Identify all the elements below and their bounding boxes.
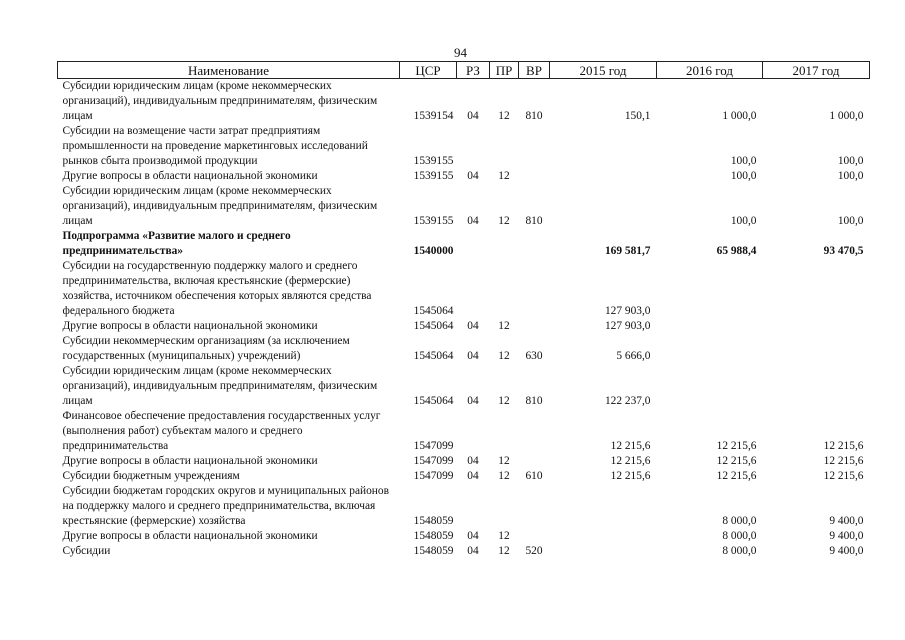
cell-pr bbox=[490, 484, 519, 529]
cell-2017: 12 215,6 bbox=[823, 470, 864, 482]
cell-vr: 810 bbox=[525, 395, 543, 407]
cell-2015: 127 903,0 bbox=[604, 305, 651, 317]
cell-csr: 1548059 bbox=[413, 515, 454, 527]
cell-vr bbox=[519, 454, 550, 469]
cell-2015: 12 215,6 bbox=[610, 470, 651, 482]
page-number: 94 bbox=[454, 45, 467, 60]
table-row bbox=[58, 484, 870, 529]
cell-name: Финансовое обеспечение предоставления государственных услуг (выполнения работ) субъектам малого и среднего предпринимательства bbox=[62, 410, 381, 452]
table-row bbox=[58, 469, 870, 484]
cell-2016: 100,0 bbox=[730, 155, 757, 167]
header-name: Наименование bbox=[58, 62, 400, 79]
cell-2017: 12 215,6 bbox=[823, 455, 864, 467]
cell-2017 bbox=[763, 364, 870, 409]
cell-vr: 810 bbox=[525, 110, 543, 122]
cell-2016: 1 000,0 bbox=[722, 110, 757, 122]
table-row bbox=[58, 184, 870, 229]
table-row bbox=[58, 79, 870, 125]
cell-rz: 04 bbox=[467, 110, 479, 122]
header-2016: 2016 год bbox=[657, 62, 763, 79]
cell-2015 bbox=[550, 529, 657, 544]
cell-name: Субсидии бюджетам городских округов и муниципальных районов на поддержку малого и среднего предпринимательства, включая крестьянские (фермерские) хозяйства bbox=[62, 485, 389, 527]
cell-rz bbox=[457, 259, 490, 319]
header-pr: ПР bbox=[490, 62, 519, 79]
table-row bbox=[58, 454, 870, 469]
cell-rz: 04 bbox=[467, 545, 479, 557]
table-row bbox=[58, 544, 870, 559]
cell-2015: 12 215,6 bbox=[610, 440, 651, 452]
cell-pr: 12 bbox=[498, 215, 510, 227]
cell-vr bbox=[519, 169, 550, 184]
table-row bbox=[58, 124, 870, 169]
cell-vr: 610 bbox=[525, 470, 543, 482]
cell-csr: 1539155 bbox=[413, 215, 454, 227]
cell-2015: 122 237,0 bbox=[604, 395, 651, 407]
cell-2016: 12 215,6 bbox=[716, 470, 757, 482]
cell-2016 bbox=[657, 319, 763, 334]
cell-pr: 12 bbox=[498, 470, 510, 482]
cell-name: Субсидии некоммерческим организациям (за исключением государственных (муниципальных) учреждений) bbox=[62, 335, 350, 362]
cell-vr: 630 bbox=[525, 350, 543, 362]
cell-vr bbox=[519, 409, 550, 454]
cell-2017: 9 400,0 bbox=[829, 530, 864, 542]
cell-vr bbox=[519, 529, 550, 544]
cell-2017: 93 470,5 bbox=[823, 245, 864, 257]
cell-vr bbox=[519, 229, 550, 259]
cell-csr: 1545064 bbox=[413, 305, 454, 317]
cell-2017: 100,0 bbox=[837, 155, 864, 167]
cell-2015: 5 666,0 bbox=[616, 350, 651, 362]
cell-2015 bbox=[550, 544, 657, 559]
table-row bbox=[58, 409, 870, 454]
cell-csr: 1547099 bbox=[413, 440, 454, 452]
cell-name: Другие вопросы в области национальной экономики bbox=[62, 170, 318, 182]
cell-2016: 65 988,4 bbox=[716, 245, 757, 257]
cell-rz bbox=[457, 409, 490, 454]
cell-pr: 12 bbox=[498, 545, 510, 557]
cell-csr: 1540000 bbox=[413, 245, 454, 257]
cell-rz: 04 bbox=[467, 395, 479, 407]
table-body bbox=[58, 79, 870, 560]
cell-name: Другие вопросы в области национальной экономики bbox=[62, 530, 318, 542]
cell-2016 bbox=[657, 334, 763, 364]
header-2015: 2015 год bbox=[550, 62, 657, 79]
cell-rz: 04 bbox=[467, 530, 479, 542]
cell-name: Субсидии юридическим лицам (кроме некоммерческих организаций), индивидуальным предпринимателям, физическим лицам bbox=[62, 185, 378, 227]
cell-2015: 12 215,6 bbox=[610, 455, 651, 467]
cell-csr: 1545064 bbox=[413, 395, 454, 407]
cell-2017: 9 400,0 bbox=[829, 545, 864, 557]
cell-2017: 12 215,6 bbox=[823, 440, 864, 452]
cell-2017: 9 400,0 bbox=[829, 515, 864, 527]
header-vr: ВР bbox=[519, 62, 550, 79]
table-row bbox=[58, 529, 870, 544]
cell-2015: 127 903,0 bbox=[604, 320, 651, 332]
cell-2016: 12 215,6 bbox=[716, 455, 757, 467]
cell-2017: 1 000,0 bbox=[829, 110, 864, 122]
table-row bbox=[58, 229, 870, 259]
cell-2015 bbox=[550, 184, 657, 229]
table-row bbox=[58, 319, 870, 334]
cell-pr: 12 bbox=[498, 170, 510, 182]
cell-2016 bbox=[657, 364, 763, 409]
cell-2017 bbox=[763, 259, 870, 319]
cell-vr bbox=[519, 259, 550, 319]
cell-pr bbox=[490, 409, 519, 454]
cell-name: Другие вопросы в области национальной экономики bbox=[62, 455, 318, 467]
cell-pr: 12 bbox=[498, 455, 510, 467]
cell-pr bbox=[490, 124, 519, 169]
cell-rz: 04 bbox=[467, 470, 479, 482]
cell-2015 bbox=[550, 169, 657, 184]
cell-2016 bbox=[657, 259, 763, 319]
cell-2016: 8 000,0 bbox=[722, 515, 757, 527]
cell-vr: 520 bbox=[525, 545, 543, 557]
cell-pr: 12 bbox=[498, 530, 510, 542]
header-2017: 2017 год bbox=[763, 62, 870, 79]
cell-csr: 1545064 bbox=[413, 350, 454, 362]
cell-2015 bbox=[550, 484, 657, 529]
cell-name: Субсидии на возмещение части затрат предприятиям промышленности на проведение маркетинговых исследований рынков сбыта производимой продукции bbox=[62, 125, 368, 167]
header-csr: ЦСР bbox=[400, 62, 457, 79]
header-rz: РЗ bbox=[457, 62, 490, 79]
cell-name: Субсидии бюджетным учреждениям bbox=[62, 470, 240, 482]
cell-vr bbox=[519, 124, 550, 169]
cell-name: Субсидии bbox=[62, 545, 111, 557]
cell-pr bbox=[490, 259, 519, 319]
cell-pr: 12 bbox=[498, 110, 510, 122]
cell-name: Другие вопросы в области национальной экономики bbox=[62, 320, 318, 332]
cell-rz: 04 bbox=[467, 320, 479, 332]
cell-csr: 1547099 bbox=[413, 455, 454, 467]
table-header bbox=[58, 62, 870, 79]
cell-name: Подпрограмма «Развитие малого и среднего предпринимательства» bbox=[62, 230, 291, 257]
cell-vr bbox=[519, 484, 550, 529]
cell-2016: 100,0 bbox=[730, 215, 757, 227]
cell-2016: 8 000,0 bbox=[722, 545, 757, 557]
budget-table bbox=[57, 61, 870, 559]
cell-rz bbox=[457, 124, 490, 169]
cell-2016: 100,0 bbox=[730, 170, 757, 182]
cell-rz: 04 bbox=[467, 455, 479, 467]
cell-2015 bbox=[550, 124, 657, 169]
cell-csr: 1545064 bbox=[413, 320, 454, 332]
cell-csr: 1539155 bbox=[413, 155, 454, 167]
cell-rz bbox=[457, 229, 490, 259]
cell-2017: 100,0 bbox=[837, 170, 864, 182]
cell-rz bbox=[457, 484, 490, 529]
table-row bbox=[58, 364, 870, 409]
cell-csr: 1548059 bbox=[413, 545, 454, 557]
cell-2017: 100,0 bbox=[837, 215, 864, 227]
cell-csr: 1548059 bbox=[413, 530, 454, 542]
table-row bbox=[58, 334, 870, 364]
cell-csr: 1539154 bbox=[413, 110, 454, 122]
cell-2015: 150,1 bbox=[624, 110, 651, 122]
cell-rz: 04 bbox=[467, 350, 479, 362]
cell-name: Субсидии юридическим лицам (кроме некоммерческих организаций), индивидуальным предпринимателям, физическим лицам bbox=[62, 80, 378, 122]
cell-vr bbox=[519, 319, 550, 334]
cell-rz: 04 bbox=[467, 215, 479, 227]
cell-rz: 04 bbox=[467, 170, 479, 182]
cell-pr bbox=[490, 229, 519, 259]
cell-csr: 1539155 bbox=[413, 170, 454, 182]
cell-csr: 1547099 bbox=[413, 470, 454, 482]
cell-2017 bbox=[763, 319, 870, 334]
cell-pr: 12 bbox=[498, 395, 510, 407]
cell-pr: 12 bbox=[498, 350, 510, 362]
cell-2017 bbox=[763, 334, 870, 364]
table-row bbox=[58, 169, 870, 184]
cell-vr: 810 bbox=[525, 215, 543, 227]
cell-name: Субсидии на государственную поддержку малого и среднего предпринимательства, включая крестьянские (фермерские) хозяйства, источником обеспечения которых являются средства федерального бюджета bbox=[62, 260, 372, 317]
table-row bbox=[58, 259, 870, 319]
cell-pr: 12 bbox=[498, 320, 510, 332]
cell-2016: 8 000,0 bbox=[722, 530, 757, 542]
cell-2016: 12 215,6 bbox=[716, 440, 757, 452]
cell-name: Субсидии юридическим лицам (кроме некоммерческих организаций), индивидуальным предпринимателям, физическим лицам bbox=[62, 365, 378, 407]
cell-2015: 169 581,7 bbox=[604, 245, 651, 257]
